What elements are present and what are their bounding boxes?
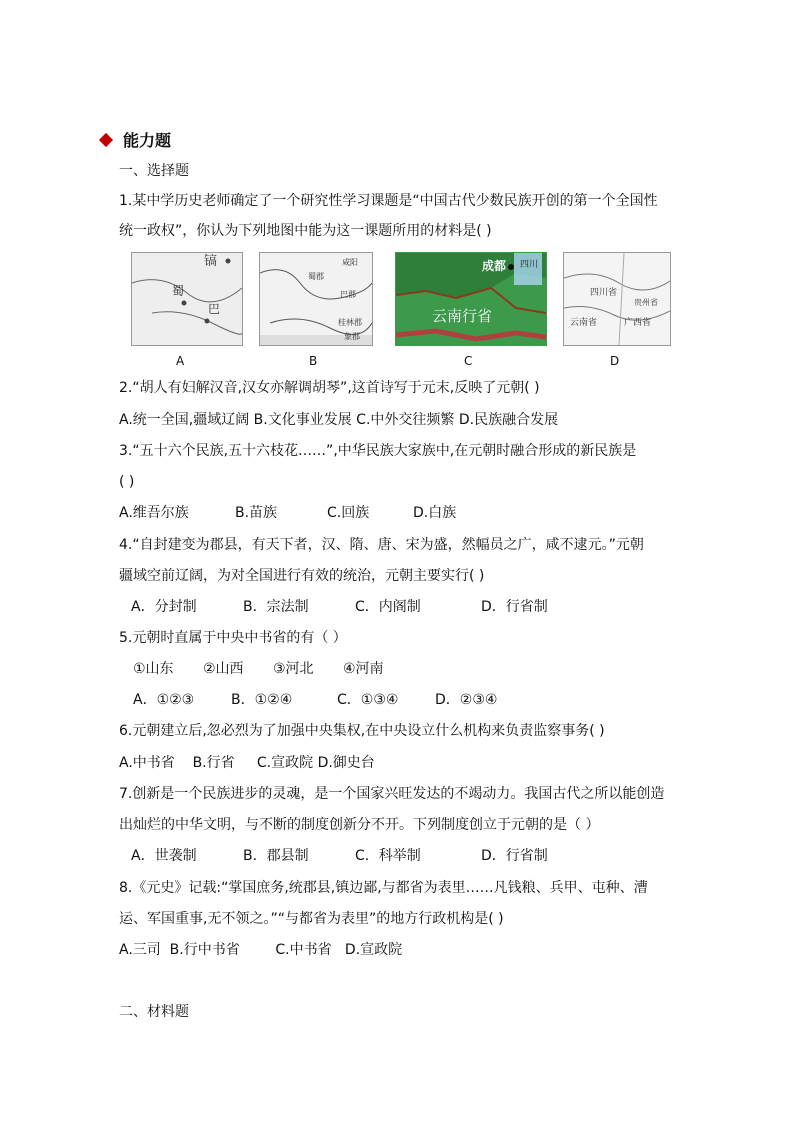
- q3-option-b: B.苗族: [235, 505, 278, 521]
- q4-line2: 疆域空前辽阔，为对全国进行有效的统治，元朝主要实行( ): [119, 568, 485, 584]
- q5-stem: 5.元朝时直属于中央中书省的有（ ）: [119, 630, 347, 646]
- q7-option-c: C．科举制: [355, 848, 421, 864]
- map-b-label: B: [309, 354, 318, 368]
- q1-line1: 1.某中学历史老师确定了一个研究性学习课题是“中国古代少数民族开创的第一个全国性: [119, 193, 658, 209]
- q3-option-d: D.白族: [413, 505, 457, 521]
- q2-options: A.统一全国,疆域辽阔 B.文化事业发展 C.中外交往频繁 D.民族融合发展: [119, 412, 559, 428]
- map-a-label: A: [176, 354, 185, 368]
- q7-option-b: B．郡县制: [243, 848, 309, 864]
- q7-options: [131, 846, 548, 866]
- part1-heading: 一、选择题: [119, 163, 189, 179]
- map-b-text-3: 桂林郡: [338, 318, 362, 327]
- diamond-bullet-icon: [99, 132, 113, 146]
- q8-line2: 运、军国重事,无不领之。”“与都省为表里”的地方行政机构是( ): [119, 911, 504, 927]
- q6-stem: 6.元朝建立后,忽必烈为了加强中央集权,在中央设立什么机构来负责监察事务( ): [119, 723, 605, 739]
- q5-option-d: D．②③④: [435, 692, 498, 708]
- map-b: [259, 252, 373, 346]
- map-b-text-1: 蜀郡: [308, 272, 324, 281]
- map-c-text-1: 四川: [520, 260, 539, 270]
- map-c: [395, 252, 547, 346]
- q7-line1: 7.创新是一个民族进步的灵魂，是一个国家兴旺发达的不竭动力。我国古代之所以能创造: [119, 786, 665, 802]
- map-d-figure: [564, 253, 670, 345]
- q4-options: [131, 597, 548, 617]
- q4-option-a: A．分封制: [131, 599, 197, 615]
- map-d-text-0: 四川省: [590, 288, 618, 298]
- q5-item-3: ③河北: [273, 661, 314, 677]
- q7-option-a: A．世袭制: [131, 848, 197, 864]
- map-b-figure: [260, 253, 372, 345]
- q4-option-c: C．内阁制: [355, 599, 421, 615]
- map-c-label: C: [464, 354, 473, 368]
- q3-options: [119, 503, 456, 523]
- map-b-text-2: 巴郡: [340, 290, 356, 299]
- q4-line1: 4.“自封建变为郡县，有天下者，汉、隋、唐、宋为盛，然幅员之广，咸不逮元。”元朝: [119, 537, 644, 553]
- q4-option-d: D．行省制: [481, 599, 548, 615]
- q8-options: A.三司 B.行中书省 C.中书省 D.宣政院: [119, 942, 403, 958]
- q4-option-b: B．宗法制: [243, 599, 309, 615]
- q5-options: [133, 690, 497, 710]
- q5-item-4: ④河南: [343, 661, 384, 677]
- q5-items: [133, 659, 384, 679]
- map-a: [131, 252, 243, 346]
- q2-stem: 2.“胡人有妇解汉音,汉女亦解调胡琴”,这首诗写于元末,反映了元朝( ): [119, 380, 540, 396]
- q3-line2: ( ): [119, 474, 135, 490]
- q7-line2: 出灿烂的中华文明，与不断的制度创新分不开。下列制度创立于元朝的是（ ）: [119, 817, 600, 833]
- map-a-text-1: 蜀: [172, 284, 185, 298]
- map-a-text-0: 镐: [204, 254, 218, 269]
- q8-line1: 8.《元史》记载:“掌国庶务,统郡县,镇边鄙,与都省为表里……凡钱粮、兵甲、屯种、漕: [119, 880, 648, 896]
- map-c-text-2: 云南行省: [432, 307, 493, 325]
- q3-option-c: C.回族: [327, 505, 370, 521]
- map-d-text-2: 云南省: [570, 318, 598, 328]
- q3-option-a: A.维吾尔族: [119, 505, 189, 521]
- q5-option-a: A．①②③: [133, 692, 195, 708]
- q6-options: A.中书省 B.行省 C.宣政院 D.御史台: [119, 755, 375, 771]
- map-d-label: D: [610, 354, 620, 368]
- map-c-text-0: 成都: [482, 259, 507, 273]
- q7-option-d: D．行省制: [481, 848, 548, 864]
- q1-line2: 统一政权”，你认为下列地图中能为这一课题所用的材料是( ): [119, 223, 492, 239]
- map-d-text-3: 广西省: [624, 318, 652, 328]
- part2-heading: 二、材料题: [119, 1004, 189, 1020]
- section-title: 能力题: [123, 131, 172, 150]
- q5-item-1: ①山东: [133, 661, 174, 677]
- map-d-text-1: 贵州省: [634, 298, 658, 307]
- q3-line1: 3.“五十六个民族,五十六枝花……”,中华民族大家族中,在元朝时融合形成的新民族是: [119, 443, 637, 459]
- map-a-figure: [132, 253, 242, 345]
- map-c-figure: [396, 253, 546, 345]
- map-b-text-4: 象郡: [344, 332, 360, 341]
- map-a-text-2: 巴: [208, 302, 221, 316]
- q5-option-b: B．①②④: [231, 692, 293, 708]
- q5-option-c: C．①③④: [337, 692, 399, 708]
- q5-item-2: ②山西: [203, 661, 244, 677]
- section-header: [101, 128, 171, 151]
- map-b-text-0: 咸阳: [342, 258, 358, 267]
- map-d: [563, 252, 671, 346]
